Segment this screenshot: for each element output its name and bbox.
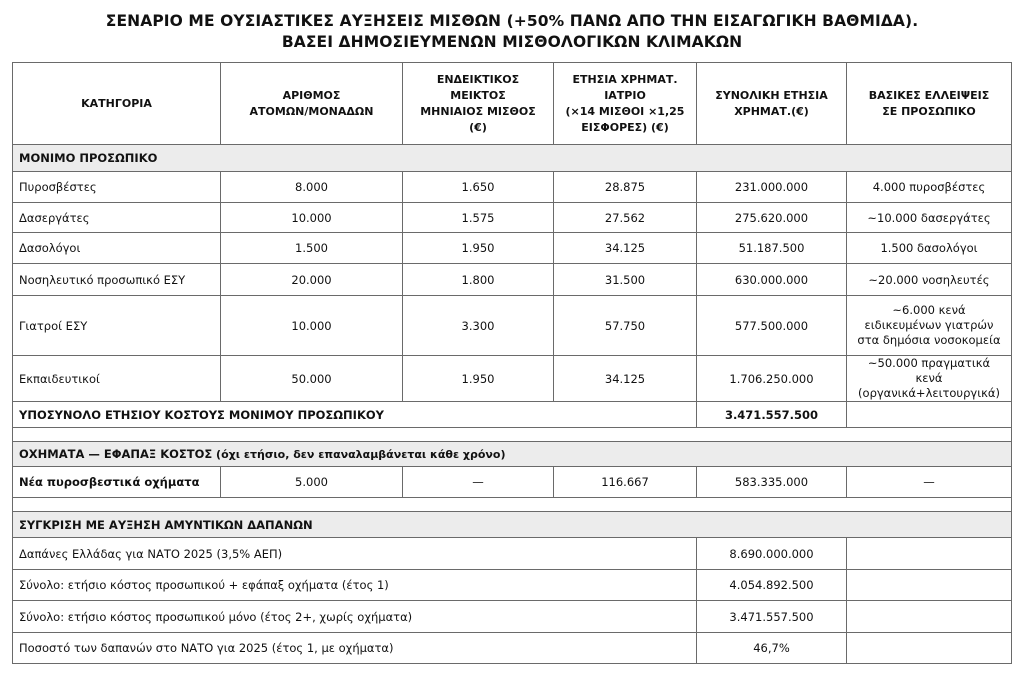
comparison-label: Σύνολο: ετήσιο κόστος προσωπικού μόνο (έτος 2+, χωρίς οχήματα)	[13, 601, 697, 633]
comparison-empty	[847, 570, 1012, 601]
comparison-row	[13, 633, 1012, 664]
row-count: 10.000	[221, 203, 403, 233]
table-row	[13, 356, 1012, 402]
subtotal-total: 3.471.557.500	[697, 402, 847, 428]
row-total: 577.500.000	[697, 296, 847, 356]
table-row	[13, 264, 1012, 296]
row-total: 231.000.000	[697, 172, 847, 203]
row-shortage: ~10.000 δασεργάτες	[847, 203, 1012, 233]
row-monthly: —	[403, 467, 554, 498]
vehicle-row	[13, 467, 1012, 498]
row-count: 20.000	[221, 264, 403, 296]
row-total: 1.706.250.000	[697, 356, 847, 402]
row-annual: 116.667	[554, 467, 697, 498]
row-monthly: 1.650	[403, 172, 554, 203]
row-count: 8.000	[221, 172, 403, 203]
comparison-label: Δαπάνες Ελλάδας για ΝΑΤΟ 2025 (3,5% ΑΕΠ)	[13, 538, 697, 570]
header-category: ΚΑΤΗΓΟΡΙΑ	[13, 63, 221, 145]
page-title	[0, 0, 1024, 53]
row-shortage: 4.000 πυροσβέστες	[847, 172, 1012, 203]
subtotal-empty	[847, 402, 1012, 428]
row-category: Γιατροί ΕΣΥ	[13, 296, 221, 356]
row-shortage: ~50.000 πραγματικά κενά (οργανικά+λειτουργικά)	[847, 356, 1012, 402]
subtotal-label: ΥΠΟΣΥΝΟΛΟ ΕΤΗΣΙΟΥ ΚΟΣΤΟΥΣ ΜΟΝΙΜΟΥ ΠΡΟΣΩΠΙΚΟΥ	[13, 402, 697, 428]
row-total: 51.187.500	[697, 233, 847, 264]
spacer-row	[13, 428, 1012, 442]
section-title: ΜΟΝΙΜΟ ΠΡΟΣΩΠΙΚΟ	[13, 145, 1012, 172]
table-row	[13, 203, 1012, 233]
row-monthly: 3.300	[403, 296, 554, 356]
table-row	[13, 172, 1012, 203]
comparison-value: 46,7%	[697, 633, 847, 664]
comparison-label: Ποσοστό των δαπανών στο ΝΑΤΟ για 2025 (έτος 1, με οχήματα)	[13, 633, 697, 664]
section-comparison	[13, 512, 1012, 538]
row-count: 10.000	[221, 296, 403, 356]
row-category: Νέα πυροσβεστικά οχήματα	[13, 467, 221, 498]
section-vehicles-title: ΟΧΗΜΑΤΑ — ΕΦΑΠΑΞ ΚΟΣΤΟΣ	[19, 447, 213, 461]
row-shortage: ~20.000 νοσηλευτές	[847, 264, 1012, 296]
salary-table	[12, 62, 1012, 664]
row-shortage: 1.500 δασολόγοι	[847, 233, 1012, 264]
comparison-value: 8.690.000.000	[697, 538, 847, 570]
comparison-value: 3.471.557.500	[697, 601, 847, 633]
header-row	[13, 63, 1012, 145]
comparison-row	[13, 538, 1012, 570]
row-monthly: 1.950	[403, 356, 554, 402]
comparison-value: 4.054.892.500	[697, 570, 847, 601]
row-annual: 34.125	[554, 356, 697, 402]
header-monthly: ΕΝΔΕΙΚΤΙΚΟΣ ΜΕΙΚΤΟΣ ΜΗΝΙΑΙΟΣ ΜΙΣΘΟΣ (€)	[403, 63, 554, 145]
title-line-2: ΒΑΣΕΙ ΔΗΜΟΣΙΕΥΜΕΝΩΝ ΜΙΣΘΟΛΟΓΙΚΩΝ ΚΛΙΜΑΚΩΝ	[281, 33, 743, 51]
comparison-label: Σύνολο: ετήσιο κόστος προσωπικού + εφάπαξ οχήματα (έτος 1)	[13, 570, 697, 601]
row-category: Δασολόγοι	[13, 233, 221, 264]
header-annual: ΕΤΗΣΙΑ ΧΡΗΜΑΤ. ΙΑΤΡΙΟ (×14 ΜΙΣΘΟΙ ×1,25 ΕΙΣΦΟΡΕΣ) (€)	[554, 63, 697, 145]
section-title	[13, 442, 1012, 467]
comparison-empty	[847, 538, 1012, 570]
comparison-empty	[847, 633, 1012, 664]
row-annual: 28.875	[554, 172, 697, 203]
row-count: 50.000	[221, 356, 403, 402]
row-count: 1.500	[221, 233, 403, 264]
row-monthly: 1.575	[403, 203, 554, 233]
comparison-row	[13, 601, 1012, 633]
row-category: Δασεργάτες	[13, 203, 221, 233]
row-category: Εκπαιδευτικοί	[13, 356, 221, 402]
row-shortage: ~6.000 κενά ειδικευμένων γιατρών στα δημόσια νοσοκομεία	[847, 296, 1012, 356]
subtotal-row	[13, 402, 1012, 428]
row-total: 583.335.000	[697, 467, 847, 498]
row-annual: 34.125	[554, 233, 697, 264]
title-line-1: ΣΕΝΑΡΙΟ ΜΕ ΟΥΣΙΑΣΤΙΚΕΣ ΑΥΞΗΣΕΙΣ ΜΙΣΘΩΝ (+50% ΠΑΝΩ ΑΠΟ ΤΗΝ ΕΙΣΑΓΩΓΙΚΗ ΒΑΘΜΙΔΑ).	[105, 12, 919, 30]
spacer-row	[13, 498, 1012, 512]
row-count: 5.000	[221, 467, 403, 498]
section-permanent	[13, 145, 1012, 172]
header-total: ΣΥΝΟΛΙΚΗ ΕΤΗΣΙΑ ΧΡΗΜΑΤ.(€)	[697, 63, 847, 145]
header-count: ΑΡΙΘΜΟΣ ΑΤΟΜΩΝ/ΜΟΝΑΔΩΝ	[221, 63, 403, 145]
comparison-empty	[847, 601, 1012, 633]
row-shortage: —	[847, 467, 1012, 498]
row-total: 630.000.000	[697, 264, 847, 296]
row-monthly: 1.950	[403, 233, 554, 264]
section-vehicles	[13, 442, 1012, 467]
row-annual: 57.750	[554, 296, 697, 356]
section-vehicles-note: (όχι ετήσιο, δεν επαναλαμβάνεται κάθε χρόνο)	[212, 448, 506, 461]
row-category: Νοσηλευτικό προσωπικό ΕΣΥ	[13, 264, 221, 296]
header-shortage: ΒΑΣΙΚΕΣ ΕΛΛΕΙΨΕΙΣ ΣΕ ΠΡΟΣΩΠΙΚΟ	[847, 63, 1012, 145]
row-annual: 31.500	[554, 264, 697, 296]
row-monthly: 1.800	[403, 264, 554, 296]
table-row	[13, 233, 1012, 264]
comparison-row	[13, 570, 1012, 601]
section-title: ΣΥΓΚΡΙΣΗ ΜΕ ΑΥΞΗΣΗ ΑΜΥΝΤΙΚΩΝ ΔΑΠΑΝΩΝ	[13, 512, 1012, 538]
row-total: 275.620.000	[697, 203, 847, 233]
row-annual: 27.562	[554, 203, 697, 233]
row-category: Πυροσβέστες	[13, 172, 221, 203]
table-row	[13, 296, 1012, 356]
